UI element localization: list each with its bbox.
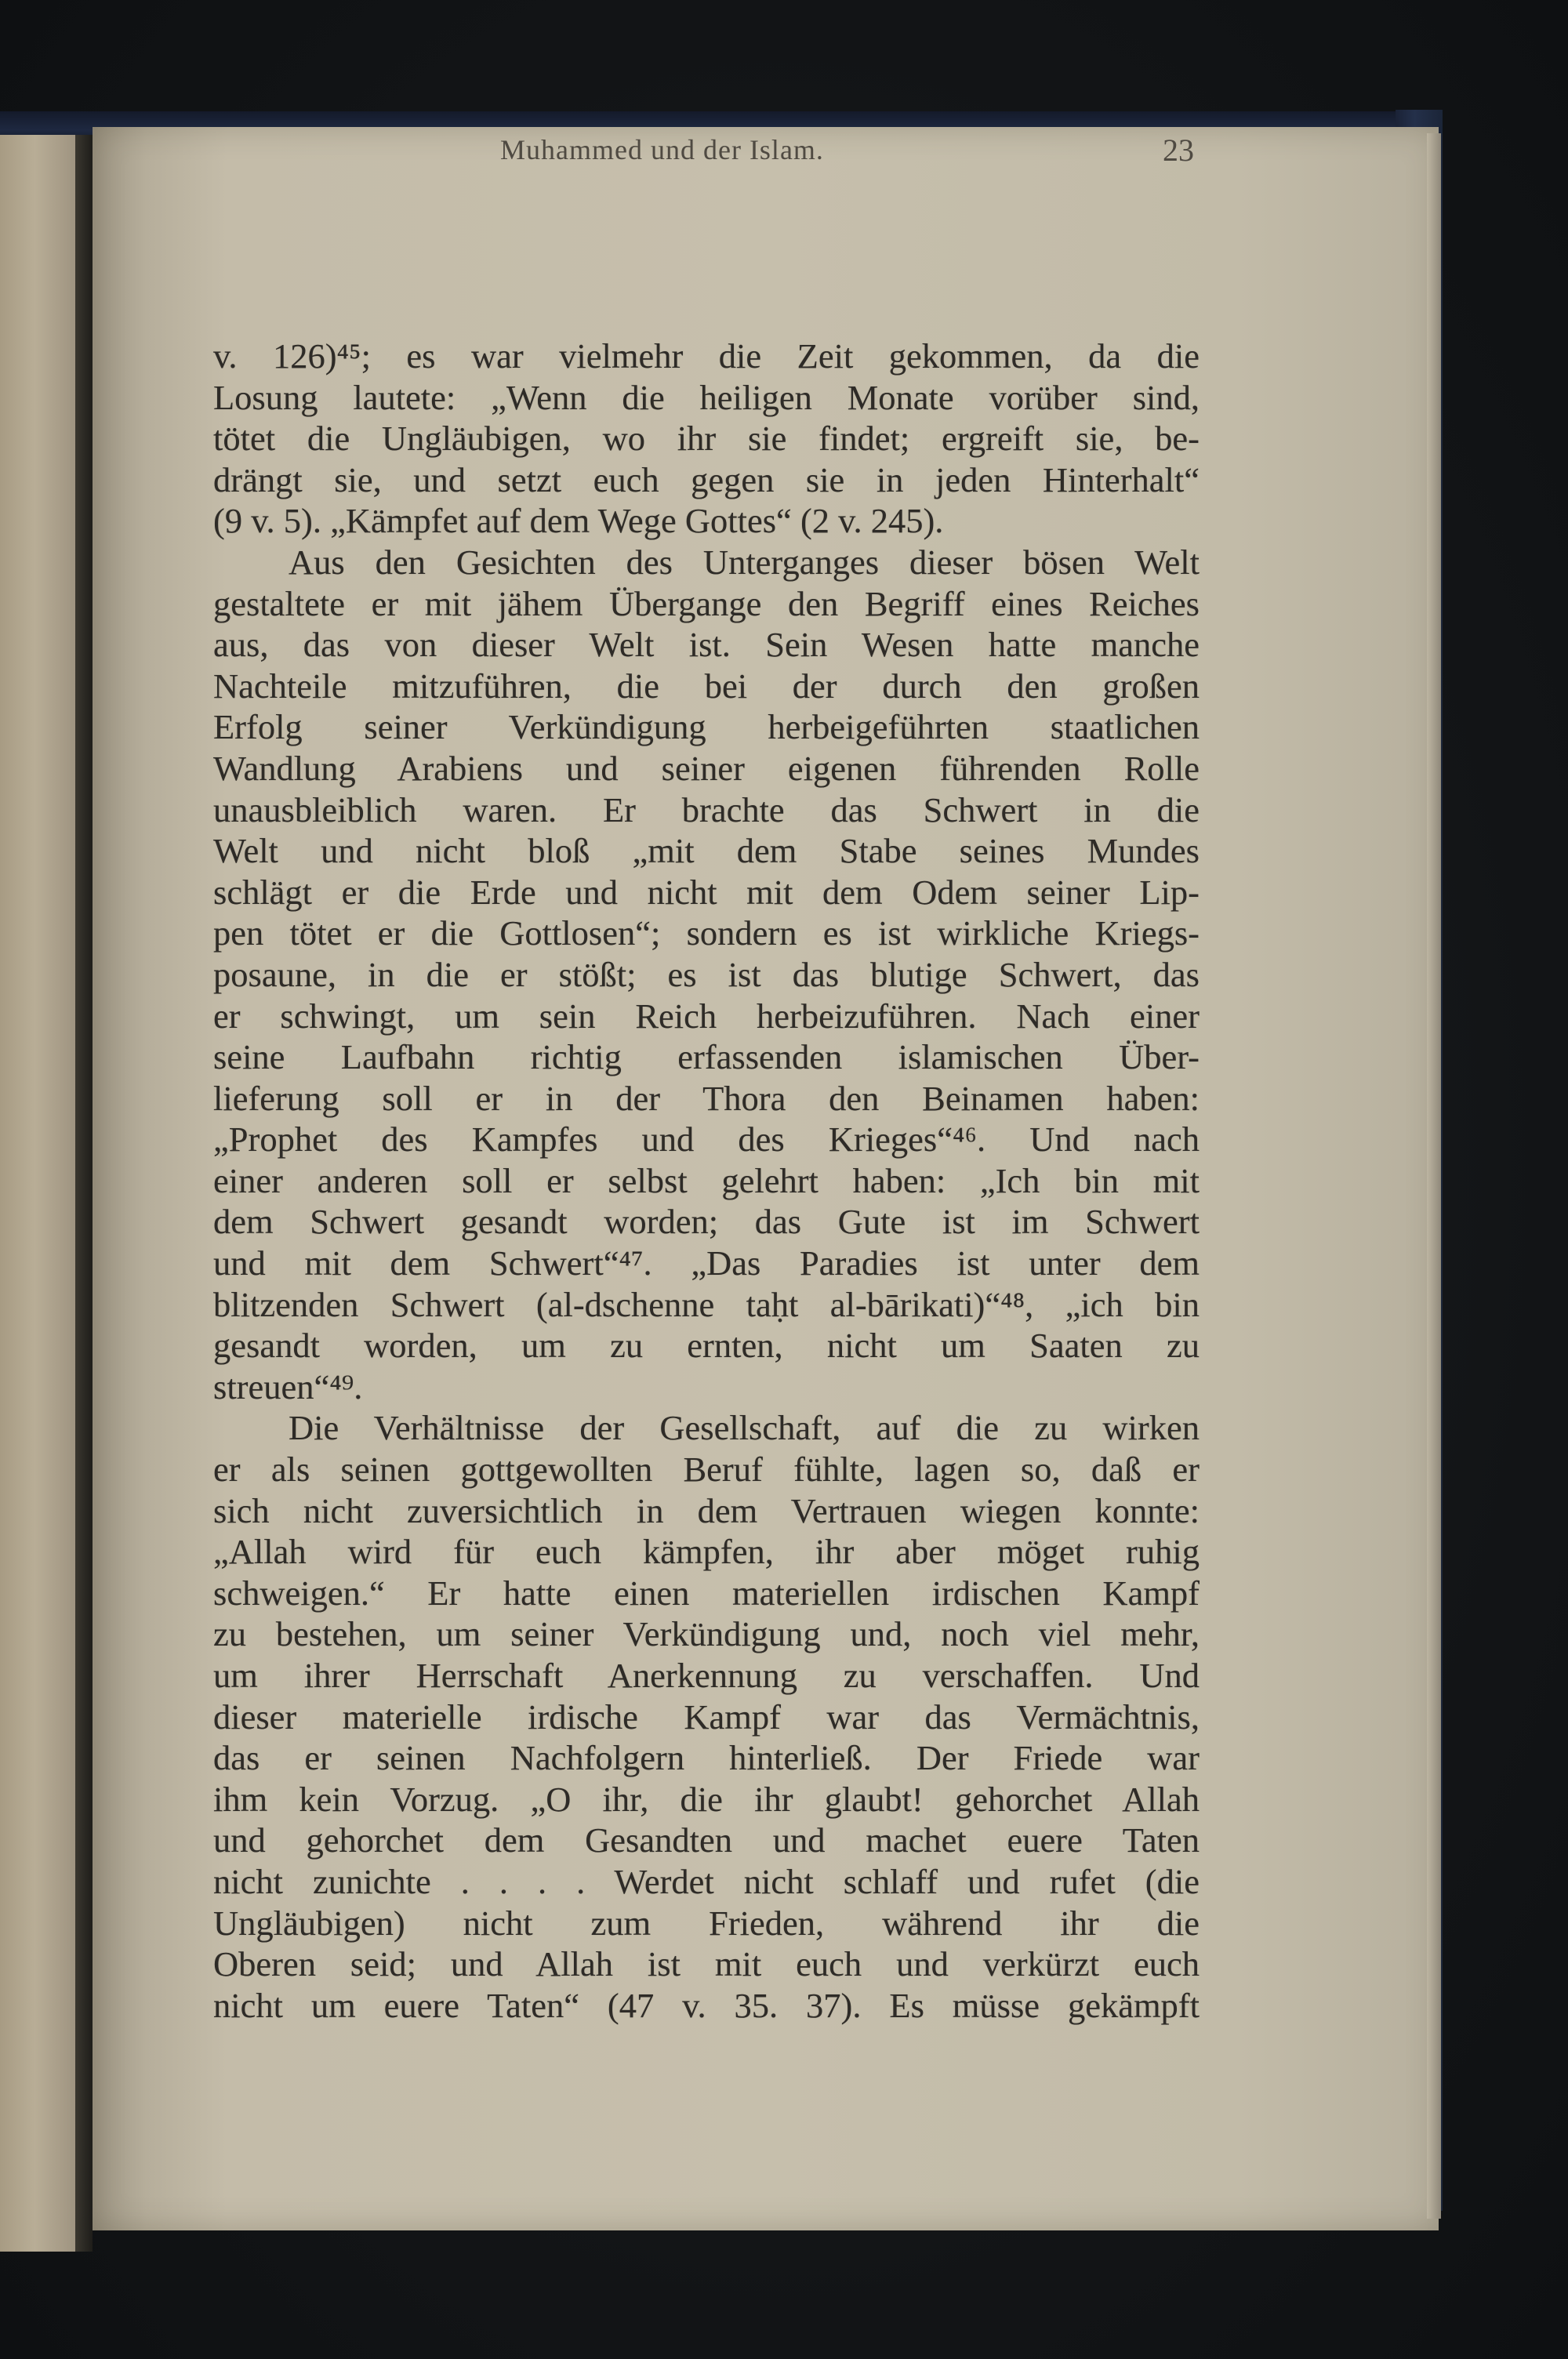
text-line: posaune, in die er stößt; es ist das blutige Schwert, das bbox=[213, 954, 1200, 994]
text-line: Aus den Gesichten des Unterganges dieser bösen Welt bbox=[289, 542, 1200, 582]
text-line: ihm kein Vorzug. „O ihr, die ihr glaubt! gehorchet Allah bbox=[213, 1779, 1200, 1819]
text-line: v. 126)⁴⁵; es war vielmehr die Zeit gekommen, da die bbox=[213, 336, 1200, 376]
text-line: Die Verhältnisse der Gesellschaft, auf die zu wirken bbox=[289, 1408, 1200, 1448]
running-head: Muhammed und der Islam. bbox=[500, 134, 824, 165]
text-line: Erfolg seiner Verkündigung herbeigeführten staatlichen bbox=[213, 707, 1200, 747]
left-page-edge bbox=[0, 135, 77, 2252]
text-line: „Prophet des Kampfes und des Krieges“⁴⁶. Und nach bbox=[213, 1120, 1200, 1160]
text-line: nicht zunichte . . . . Werdet nicht schlaff und rufet (die bbox=[213, 1861, 1200, 1901]
text-line: das er seinen Nachfolgern hinterließ. Der Friede war bbox=[213, 1738, 1200, 1778]
text-line: aus, das von dieser Welt ist. Sein Wesen hatte manche bbox=[213, 625, 1200, 665]
text-line: zu bestehen, um seiner Verkündigung und, noch viel mehr, bbox=[213, 1614, 1200, 1654]
text-line: pen tötet er die Gottlosen“; sondern es ist wirkliche Kriegs- bbox=[213, 913, 1200, 953]
text-line: gestaltete er mit jähem Übergange den Begriff eines Reiches bbox=[213, 583, 1200, 623]
text-line: nicht um euere Taten“ (47 v. 35. 37). Es müsse gekämpft bbox=[213, 1985, 1200, 2025]
page-header bbox=[118, 132, 1215, 179]
text-line: „Allah wird für euch kämpfen, ihr aber möget ruhig bbox=[213, 1532, 1200, 1572]
text-line: seine Laufbahn richtig erfassenden islamischen Über- bbox=[213, 1037, 1200, 1077]
text-line: und mit dem Schwert“⁴⁷. „Das Paradies ist unter dem bbox=[213, 1243, 1200, 1283]
text-line: Ungläubigen) nicht zum Frieden, während ihr die bbox=[213, 1903, 1200, 1943]
text-line: schweigen.“ Er hatte einen materiellen irdischen Kampf bbox=[213, 1573, 1200, 1613]
text-line: Nachteile mitzuführen, die bei der durch den großen bbox=[213, 666, 1200, 706]
text-line: dieser materielle irdische Kampf war das Vermächtnis, bbox=[213, 1697, 1200, 1737]
text-line: sich nicht zuversichtlich in dem Vertrauen wiegen konnte: bbox=[213, 1490, 1200, 1530]
text-line: blitzenden Schwert (al-dschenne taḥt al-bārikati)“⁴⁸, „ich bin bbox=[213, 1284, 1200, 1324]
text-line: lieferung soll er in der Thora den Beinamen haben: bbox=[213, 1078, 1200, 1118]
text-line: dem Schwert gesandt worden; das Gute ist im Schwert bbox=[213, 1202, 1200, 1242]
page-stack-edge bbox=[1427, 133, 1441, 2219]
text-line: er als seinen gottgewollten Beruf fühlte, lagen so, daß er bbox=[213, 1450, 1200, 1490]
text-line: drängt sie, und setzt euch gegen sie in jeden Hinterhalt“ bbox=[213, 459, 1200, 499]
text-line: unausbleiblich waren. Er brachte das Schwert in die bbox=[213, 789, 1200, 829]
text-line: Welt und nicht bloß „mit dem Stabe seines Mundes bbox=[213, 831, 1200, 871]
text-line: um ihrer Herrschaft Anerkennung zu verschaffen. Und bbox=[213, 1656, 1200, 1695]
text-line: und gehorchet dem Gesandten und machet euere Taten bbox=[213, 1820, 1200, 1860]
text-line: einer anderen soll er selbst gelehrt haben: „Ich bin mit bbox=[213, 1160, 1200, 1200]
text-line: schlägt er die Erde und nicht mit dem Odem seiner Lip- bbox=[213, 872, 1200, 912]
text-line: (9 v. 5). „Kämpfet auf dem Wege Gottes“ (2 v. 245). bbox=[213, 501, 944, 541]
text-line: tötet die Ungläubigen, wo ihr sie findet; ergreift sie, be- bbox=[213, 419, 1200, 459]
text-line: gesandt worden, um zu ernten, nicht um Saaten zu bbox=[213, 1326, 1200, 1366]
page-number: 23 bbox=[1163, 132, 1194, 168]
text-line: Oberen seid; und Allah ist mit euch und verkürzt euch bbox=[213, 1944, 1200, 1984]
text-line: Wandlung Arabiens und seiner eigenen führenden Rolle bbox=[213, 748, 1200, 788]
gutter-shadow bbox=[75, 135, 93, 2252]
text-line: er schwingt, um sein Reich herbeizuführen. Nach einer bbox=[213, 996, 1200, 1036]
text-line: Losung lautete: „Wenn die heiligen Monate vorüber sind, bbox=[213, 377, 1200, 417]
body-text bbox=[213, 336, 1200, 2026]
text-line: streuen“⁴⁹. bbox=[213, 1366, 363, 1406]
